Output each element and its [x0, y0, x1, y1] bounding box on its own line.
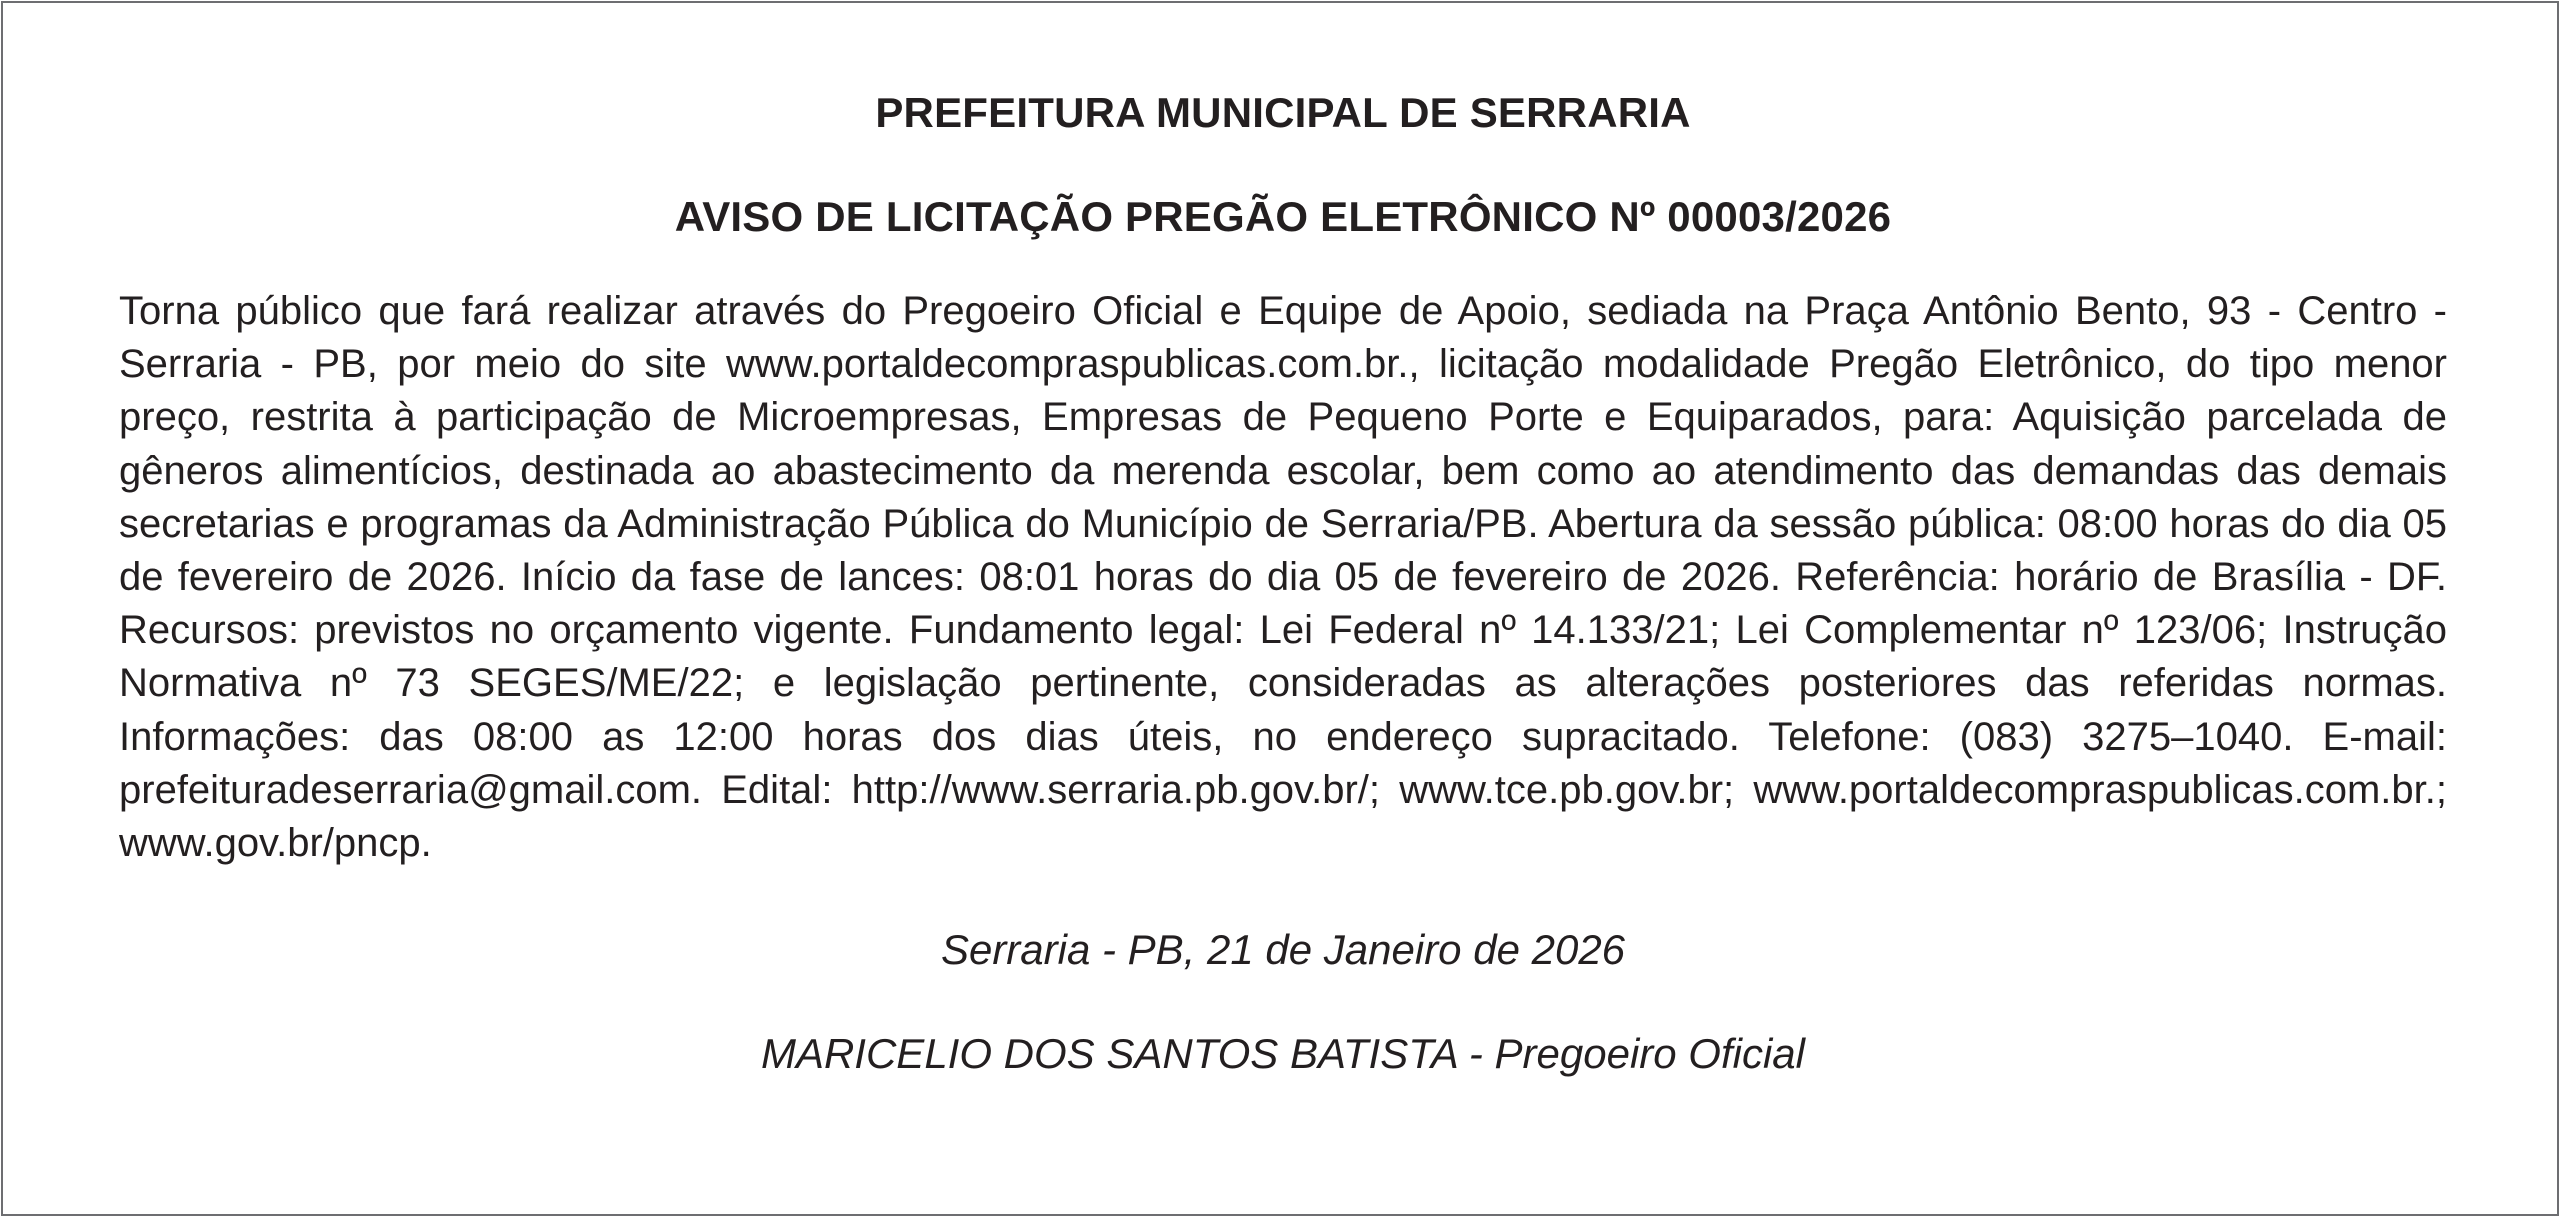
place-date: Serraria - PB, 21 de Janeiro de 2026 [940, 926, 1626, 974]
notice-title: AVISO DE LICITAÇÃO PREGÃO ELETRÔNICO Nº 00003/2026 [674, 193, 1892, 240]
notice-frame [1, 1, 2559, 1216]
notice-body: Torna público que fará realizar através do Pregoeiro Oficial e Equipe de Apoio, sediada na Praça Antônio Bento, 93 - Centro - Serraria - PB, por meio do site www.portaldecompraspublicas.com.br., licitação modalidade Pregão Eletrônico, do tipo menor preço, restrita à participação de Microempresas, Empresas de Pequeno Porte e Equiparados, para: Aquisição parcelada de gêneros alimentícios, destinada ao abastecimento da merenda escolar, bem como ao atendimento das demandas das demais secretarias e programas da Administração Pública do Município de Serraria/PB. Abertura da sessão pública: 08:00 horas do dia 05 de fevereiro de 2026. Início da fase de lances: 08:01 horas do dia 05 de fevereiro de 2026. Referência: horário de Brasília - DF. Recursos: previstos no orçamento vigente. Fundamento legal: Lei Federal nº 14.133/21; Lei Complementar nº 123/06; Instrução Normativa nº 73 SEGES/ME/22; e legislação pertinente, consideradas as alterações posteriores das referidas normas. Informações: das 08:00 as 12:00 horas dos dias úteis, no endereço supracitado. Telefone: (083) 3275–1040. E-mail: prefeituradeserraria@gmail.com. Edital: http://www.serraria.pb.gov.br/; www.tce.pb.gov.br; www.portaldecompraspublicas.com.br.; www.gov.br/pncp. [119, 289, 2447, 866]
institution-heading: PREFEITURA MUNICIPAL DE SERRARIA [875, 89, 1691, 136]
notice-content [119, 85, 2447, 1082]
signature-line: MARICELIO DOS SANTOS BATISTA - Pregoeiro Oficial [760, 1030, 1806, 1078]
